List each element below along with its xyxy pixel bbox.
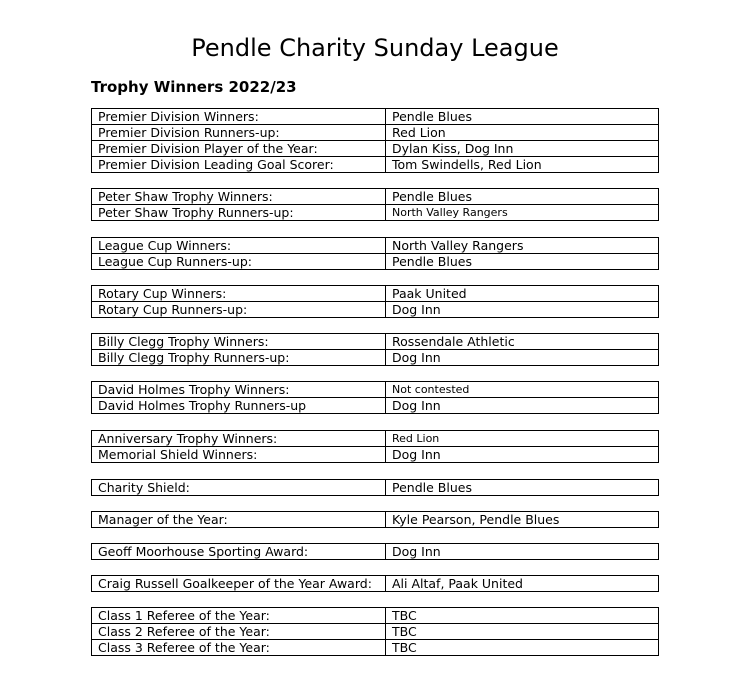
trophy-group-table — [91, 333, 659, 366]
award-winner-cell: North Valley Rangers — [386, 205, 659, 221]
award-winner-cell: Ali Altaf, Paak United — [386, 576, 659, 592]
award-label-cell: David Holmes Trophy Runners-up — [92, 398, 386, 414]
award-label-cell: Billy Clegg Trophy Runners-up: — [92, 350, 386, 366]
award-label-cell: David Holmes Trophy Winners: — [92, 382, 386, 398]
award-label-cell: Geoff Moorhouse Sporting Award: — [92, 544, 386, 560]
award-label-cell: Craig Russell Goalkeeper of the Year Award: — [92, 576, 386, 592]
award-winner-cell: Dog Inn — [386, 544, 659, 560]
table-row — [92, 334, 659, 350]
award-label-cell: Memorial Shield Winners: — [92, 447, 386, 463]
award-label-cell: Premier Division Leading Goal Scorer: — [92, 157, 386, 173]
table-row — [92, 447, 659, 463]
table-row — [92, 141, 659, 157]
award-winner-cell: Not contested — [386, 382, 659, 398]
table-row — [92, 238, 659, 254]
award-winner-cell: TBC — [386, 624, 659, 640]
award-winner-cell: Dylan Kiss, Dog Inn — [386, 141, 659, 157]
award-winner-cell: Tom Swindells, Red Lion — [386, 157, 659, 173]
trophy-group-table — [91, 575, 659, 592]
award-label-cell: Peter Shaw Trophy Runners-up: — [92, 205, 386, 221]
award-winner-cell: Dog Inn — [386, 447, 659, 463]
trophy-group-table — [91, 188, 659, 221]
table-row — [92, 608, 659, 624]
table-row — [92, 205, 659, 221]
award-label-cell: Class 1 Referee of the Year: — [92, 608, 386, 624]
table-row — [92, 431, 659, 447]
award-label-cell: Anniversary Trophy Winners: — [92, 431, 386, 447]
table-row — [92, 382, 659, 398]
table-row — [92, 512, 659, 528]
table-row — [92, 576, 659, 592]
award-label-cell: Rotary Cup Winners: — [92, 286, 386, 302]
trophy-group-table — [91, 511, 659, 528]
table-row — [92, 544, 659, 560]
trophy-group-table — [91, 285, 659, 318]
award-winner-cell: Red Lion — [386, 431, 659, 447]
trophy-group-table — [91, 108, 659, 173]
award-label-cell: Premier Division Winners: — [92, 109, 386, 125]
table-row — [92, 157, 659, 173]
award-label-cell: Premier Division Player of the Year: — [92, 141, 386, 157]
award-winner-cell: Red Lion — [386, 125, 659, 141]
award-label-cell: Rotary Cup Runners-up: — [92, 302, 386, 318]
award-winner-cell: TBC — [386, 640, 659, 656]
table-row — [92, 189, 659, 205]
table-row — [92, 398, 659, 414]
award-label-cell: Charity Shield: — [92, 480, 386, 496]
award-winner-cell: Pendle Blues — [386, 480, 659, 496]
trophy-group-table — [91, 237, 659, 270]
award-winner-cell: Kyle Pearson, Pendle Blues — [386, 512, 659, 528]
award-label-cell: Billy Clegg Trophy Winners: — [92, 334, 386, 350]
award-winner-cell: Pendle Blues — [386, 189, 659, 205]
table-row — [92, 350, 659, 366]
document-title: Pendle Charity Sunday League — [191, 34, 559, 62]
trophy-group-table — [91, 607, 659, 656]
table-row — [92, 624, 659, 640]
table-row — [92, 302, 659, 318]
award-winner-cell: Dog Inn — [386, 398, 659, 414]
award-winner-cell: Dog Inn — [386, 302, 659, 318]
table-row — [92, 254, 659, 270]
trophy-group-table — [91, 543, 659, 560]
award-label-cell: Class 2 Referee of the Year: — [92, 624, 386, 640]
trophy-group-table — [91, 381, 659, 414]
award-winner-cell: Rossendale Athletic — [386, 334, 659, 350]
table-row — [92, 286, 659, 302]
document-subtitle: Trophy Winners 2022/23 — [91, 78, 297, 96]
award-winner-cell: Dog Inn — [386, 350, 659, 366]
award-winner-cell: Paak United — [386, 286, 659, 302]
award-winner-cell: Pendle Blues — [386, 109, 659, 125]
award-winner-cell: North Valley Rangers — [386, 238, 659, 254]
award-label-cell: Premier Division Runners-up: — [92, 125, 386, 141]
table-row — [92, 480, 659, 496]
table-row — [92, 125, 659, 141]
award-label-cell: Manager of the Year: — [92, 512, 386, 528]
award-label-cell: League Cup Runners-up: — [92, 254, 386, 270]
award-label-cell: Class 3 Referee of the Year: — [92, 640, 386, 656]
table-row — [92, 640, 659, 656]
table-row — [92, 109, 659, 125]
trophy-group-table — [91, 479, 659, 496]
award-label-cell: League Cup Winners: — [92, 238, 386, 254]
award-winner-cell: TBC — [386, 608, 659, 624]
award-label-cell: Peter Shaw Trophy Winners: — [92, 189, 386, 205]
award-winner-cell: Pendle Blues — [386, 254, 659, 270]
trophy-group-table — [91, 430, 659, 463]
